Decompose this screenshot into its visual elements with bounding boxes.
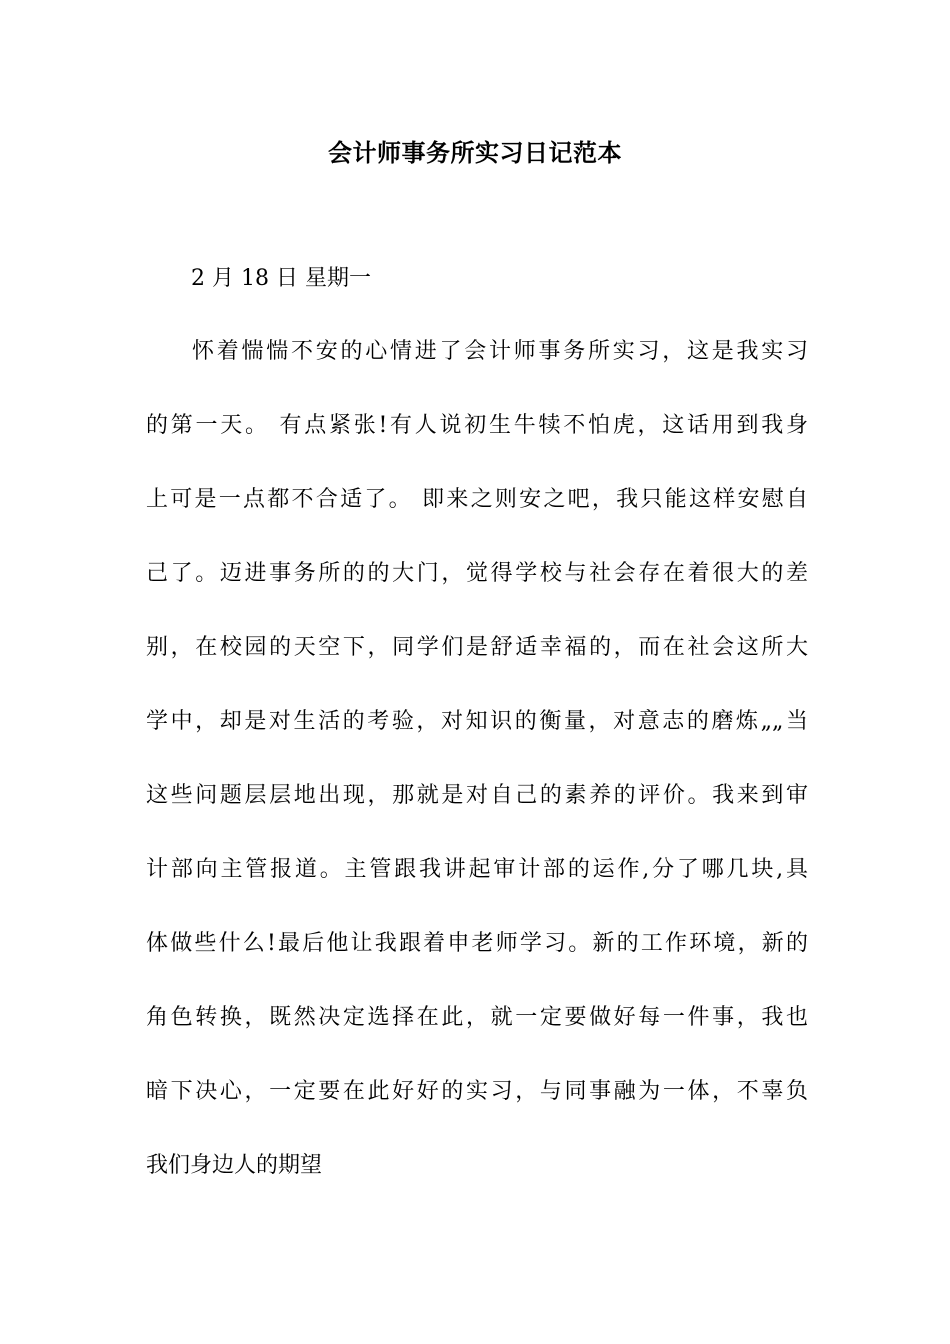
body-line: 这些问题层层地出现，那就是对自己的素养的评价。我来到审	[146, 783, 808, 808]
body-line: 体做些什么!最后他让我跟着申老师学习。新的工作环境，新的	[146, 931, 808, 956]
body-line: 怀着惴惴不安的心情进了会计师事务所实习，这是我实习	[192, 339, 808, 364]
body-line: 的第一天。 有点紧张!有人说初生牛犊不怕虎，这话用到我身	[146, 413, 808, 438]
document-title: 会计师事务所实习日记范本	[328, 138, 622, 167]
body-line: 计部向主管报道。主管跟我讲起审计部的运作,分了哪几块,具	[146, 857, 808, 882]
body-line: 学中，却是对生活的考验，对知识的衡量，对意志的磨炼„„当	[146, 709, 809, 734]
body-line: 角色转换，既然决定选择在此，就一定要做好每一件事，我也	[146, 1005, 808, 1030]
diary-date: 2 月 18 日 星期一	[191, 266, 371, 291]
body-line: 暗下决心，一定要在此好好的实习，与同事融为一体，不辜负	[146, 1079, 808, 1104]
body-line: 我们身边人的期望	[146, 1153, 323, 1178]
body-line: 上可是一点都不合适了。 即来之则安之吧，我只能这样安慰自	[146, 487, 808, 512]
body-line: 别，在校园的天空下，同学们是舒适幸福的，而在社会这所大	[146, 635, 808, 660]
body-line: 己了。迈进事务所的的大门，觉得学校与社会存在着很大的差	[146, 561, 808, 586]
